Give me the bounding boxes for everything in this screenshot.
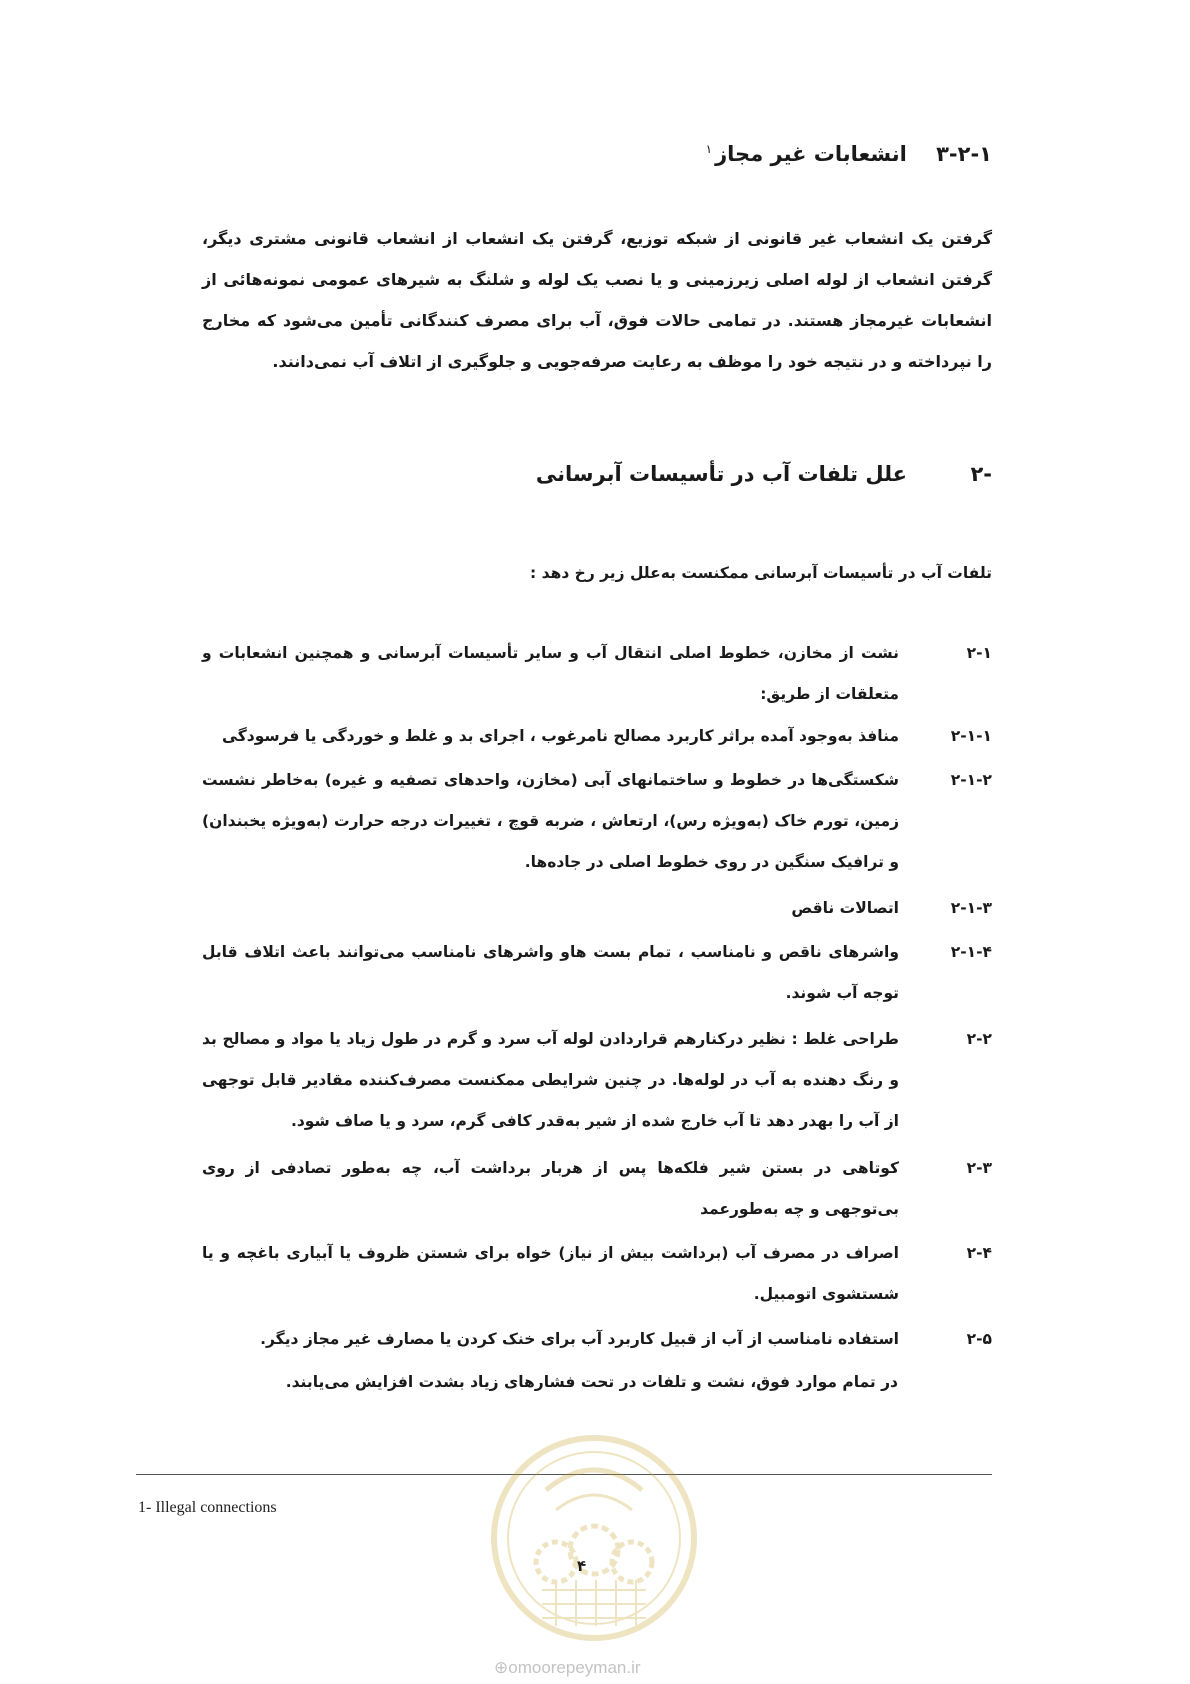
item-text: استفاده نامناسب از آب از قبیل کاربرد آب برای خنک کردن یا مصارف غیر مجاز دیگر. [260,1330,899,1348]
globe-icon: ⊕ [494,1658,509,1677]
item-text: طراحی غلط : نظیر درکنارهم قراردادن لوله آب سرد و گرم در طول زیاد یا مواد و مصالح بد و رنگ دهنده به آب در لوله‌ها. در چنین شرایطی ممکنست مصرف‌کننده مقادیر قابل توجهی از آب را بهدر دهد تا آب خارج شده از شیر به‌قدر کافی گرم، سرد و یا صاف شود. [202,1030,899,1130]
list-item [202,1148,992,1230]
list-item [202,1019,992,1142]
item-text: اصراف در مصرف آب (برداشت بیش از نیاز) خواه برای شستن ظروف یا آبیاری باغچه و یا شستشوی اتومبیل. [202,1244,899,1303]
heading-number: -۲ [970,462,992,486]
item-text: کوتاهی در بستن شیر فلکه‌ها پس از هربار برداشت آب، چه به‌طور تصادفی از روی بی‌توجهی و چه به‌طورعمد [202,1159,899,1218]
list-item [202,932,992,1014]
item-text: نشت از مخازن، خطوط اصلی انتقال آب و سایر تأسیسات آبرسانی و همچنین انشعابات و متعلقات از طریق: [202,644,899,703]
watermark-url: omoorepeyman.ir [508,1658,641,1677]
list-item [202,716,992,757]
watermark-seal-icon [486,1430,702,1646]
item-number: ۲-۱-۳ [950,899,992,917]
item-text: منافذ به‌وجود آمده براثر کاربرد مصالح نامرغوب ، اجرای بد و غلط و خوردگی یا فرسودگی [222,727,899,745]
list-item [202,760,992,883]
paragraph-illegal-connections: گرفتن یک انشعاب غیر قانونی از شبکه توزیع، گرفتن یک انشعاب از انشعاب قانونی مشتری دیگر، گرفتن انشعاب از لوله اصلی زیرزمینی و یا نصب یک لوله و شلنگ به شیرهای عمومی نمونه‌هائی از انشعابات غیرمجاز هستند. در تمامی حالات فوق، آب برای مصرف کنندگانی تأمین می‌شود که مخارج را نپرداخته و در نتیجه خود را موظف به رعایت صرفه‌جویی و جلوگیری از اتلاف آب نمی‌دانند. [202,229,992,371]
page-number: ۴ [577,1557,587,1575]
footnote-mark: ۱ [705,142,713,156]
item-number: ۲-۳ [966,1159,992,1177]
list-item [202,1319,992,1360]
heading-title: انشعابات غیر مجاز [715,142,907,166]
item-number: ۲-۱-۲ [950,771,992,789]
list-item [202,1233,992,1315]
item-number: ۲-۴ [966,1244,992,1262]
section-heading-3-2-1 [706,142,992,166]
watermark-website [494,1658,641,1678]
closing-sentence: در تمام موارد فوق، نشت و تلفات در تحت فشارهای زیاد بشدت افزایش می‌یابند. [285,1373,898,1391]
item-text: شکستگی‌ها در خطوط و ساختمانهای آبی (مخازن، واحدهای تصفیه و غیره) به‌خاطر نشست زمین، تورم خاک (به‌ویژه رس)، ارتعاش ، ضربه قوچ ، تغییرات درجه حرارت (به‌ویژه یخبندان) و ترافیک سنگین در روی خطوط اصلی در جاده‌ها. [202,771,899,871]
intro-text: تلفات آب در تأسیسات آبرسانی ممکنست به‌علل زیر رخ دهد : [530,564,992,582]
heading-title: علل تلفات آب در تأسیسات آبرسانی [535,462,907,486]
section-heading-2 [536,462,992,486]
item-number: ۲-۵ [966,1330,992,1348]
item-text: واشرهای ناقص و نامناسب ، تمام بست هاو واشرهای نامناسب می‌توانند باعث اتلاف قابل توجه آب شوند. [202,943,899,1002]
heading-number: ۳-۲-۱ [936,142,992,166]
item-number: ۲-۱-۱ [950,727,992,745]
item-number: ۲-۱-۴ [950,943,992,961]
item-number: ۲-۲ [966,1030,992,1048]
list-item [202,633,992,715]
item-text: اتصالات ناقص [791,899,899,917]
list-item [202,888,992,929]
item-number: ۲-۱ [966,644,992,662]
footnote-text: 1- Illegal connections [138,1499,277,1516]
